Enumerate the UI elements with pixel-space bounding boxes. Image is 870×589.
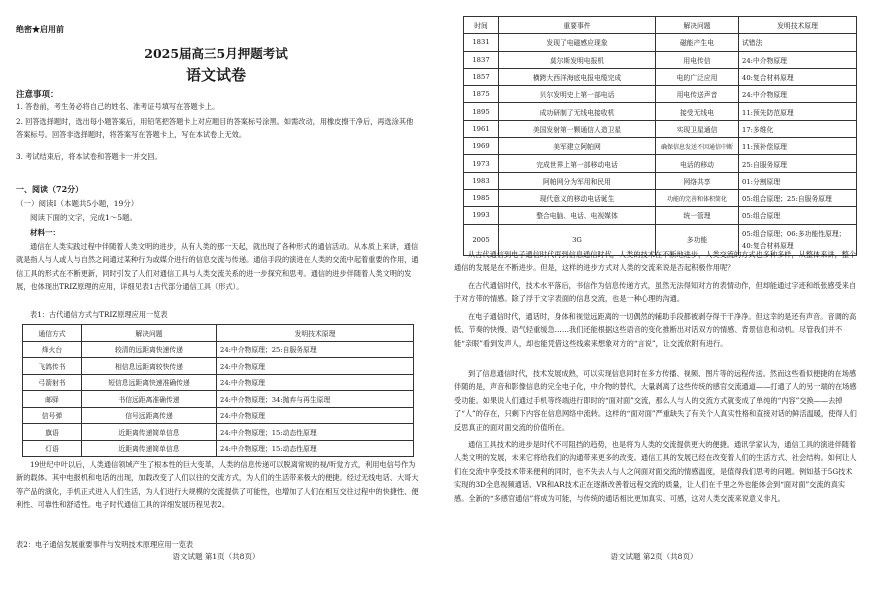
table-row bbox=[464, 207, 857, 224]
header-cell: 发明技术原理 bbox=[217, 325, 414, 342]
exam-title: 2025届高三5月押题考试 bbox=[144, 46, 288, 61]
table-cell: 弓箭射书 bbox=[23, 374, 82, 391]
table-cell: 电话的移动 bbox=[656, 155, 739, 172]
table-cell: 2005 bbox=[464, 224, 499, 255]
table-electronic-communication bbox=[463, 16, 857, 256]
table-cell: 1961 bbox=[464, 120, 499, 137]
table-cell: 24:中介物原理；15:动态性原理 bbox=[217, 424, 414, 441]
paragraph-electronic-era: 在电子通信时代，通话时，身体和视觉远距离的一切偶然的辅助手段都被剥夺得干干净净。但这幸的是还有声音。音调的高低、节奏的快慢、语气轻重缓急……我们还能根据这些语音的变化推断出对话双方的情感、背景信息和动机。尽管我们并不能“亲眼”看到发声人，却也能凭借这些线索来想象对方的“言说”，让交流依附有进行。 bbox=[454, 312, 857, 348]
table-row bbox=[464, 189, 857, 206]
table-cell: 1895 bbox=[464, 103, 499, 120]
table-row bbox=[464, 34, 857, 51]
table-cell: 24:中介物原理 bbox=[217, 358, 414, 375]
secret-label: 绝密★启用前 bbox=[16, 24, 64, 34]
notice-item-3: 3. 考试结束后，将本试卷和答题卡一并交回。 bbox=[16, 152, 162, 161]
table-cell: 24:中介物原理；15:动态性原理 bbox=[217, 440, 414, 457]
table-cell: 磁能产生电 bbox=[656, 34, 739, 51]
table-cell: 多功能 bbox=[656, 224, 739, 255]
page-footer-1: 语文试题 第1页（共8页） bbox=[172, 552, 260, 561]
table-cell: 信号弹 bbox=[23, 407, 82, 424]
table-cell: 25:自服务原理 bbox=[739, 155, 857, 172]
table-cell: 功能的完善和体积简化 bbox=[656, 189, 739, 206]
table-cell: 邮驿 bbox=[23, 391, 82, 408]
table-cell: 旗语 bbox=[23, 424, 82, 441]
table-row bbox=[23, 341, 414, 358]
header-cell: 重要事件 bbox=[499, 17, 656, 34]
table-cell: 11:预先防范原理 bbox=[739, 103, 857, 120]
table-ancient-communication bbox=[22, 324, 414, 457]
table-row bbox=[23, 424, 414, 441]
table-cell: 05:组合原理 bbox=[739, 207, 857, 224]
paragraph-future: 通信工具技术的进步是时代不可阻挡的趋势，也是将为人类的交流提供更大的便捷。通讯学家认为，通信工具的演进伴随着人类文明的发展，未来它将给我们的沟通带来更多的改变。通信工具的发展已经在改变着人们的生活方式、社会结构。如何让人们在交流中享受技术带来便利的同时，也不失去人与人之间面对面交流的情感温度，是值得我们思考的问题。例如基于5G技术实现的3D全息视频通话、VR和AR技术正在逐渐改善着远程交流的质量，让人们在千里之外也能体会到“面对面”交流的真实感。全新的“多感官通信”将成为可能，与传统的通话相比更加真实、可感，这对人类交流来说意义非凡。 bbox=[454, 440, 857, 503]
table-cell: 05:组合原理；25:自服务原理 bbox=[739, 189, 857, 206]
table-cell: 灯语 bbox=[23, 440, 82, 457]
header-cell: 解决问题 bbox=[656, 17, 739, 34]
header-cell: 发明技术原理 bbox=[739, 17, 857, 34]
table-cell: 接受无线电 bbox=[656, 103, 739, 120]
table-cell: 飞鸽传书 bbox=[23, 358, 82, 375]
table-cell: 烽火台 bbox=[23, 341, 82, 358]
instruction: 阅读下面的文字，完成1～5题。 bbox=[30, 213, 138, 222]
table-row bbox=[464, 120, 857, 137]
table-cell: 确保信息发送不因通信中断 bbox=[656, 138, 739, 155]
table-cell: 短信息远距离快速准确传递 bbox=[82, 374, 217, 391]
table-cell: 24:中介物原理；34:抛弃与再生原理 bbox=[217, 391, 414, 408]
table-cell: 24:中介物原理 bbox=[739, 86, 857, 103]
table-cell: 试错法 bbox=[739, 34, 857, 51]
table2-caption: 表2：电子通信发展重要事件与发明技术原理应用一览表 bbox=[16, 540, 194, 549]
table-cell: 1837 bbox=[464, 51, 499, 68]
notice-heading: 注意事项： bbox=[16, 90, 59, 100]
paragraph-ancient-era: 在古代通信时代，技术水平落后，书信作为信息传递方式，虽然无法得知对方的表情动作，但却能通过字迹和纸张感受来自于对方带的情感。除了浮于文字表面的信息交流，也是一种心理的沟通。 bbox=[454, 281, 857, 304]
table-cell: 美军建立阿帕网 bbox=[499, 138, 656, 155]
paragraph-information-era: 到了信息通信时代，技术发展成熟，可以实现信息同时在多方传播、视频、图片等的远程传送。然而这些看似便捷的在场感伴随的是，声音和影像信息的完全电子化，中介物的替代，大量剥离了这些传统的感官交流通道——打通了人的另一端的在场感受功能。如果说人们通过手机等终端进行即时的“面对面”交流，那么人与人的交流方式就变成了单纯的“内容”交换——去掉了“人”的存在，只剩下内容在信息网络中流转。这样的“面对面”严重缺失了有关个人真实性格和直接对话的鲜活温暖，使得人们反思真正的面对面交流的价值所在。 bbox=[454, 369, 857, 432]
table-cell: 整合电脑、电话、电视媒体 bbox=[499, 207, 656, 224]
notice-item-1: 1. 答卷前，考生务必将自己的姓名、准考证号填写在答题卡上。 bbox=[16, 102, 220, 111]
right-page bbox=[438, 0, 870, 589]
part-heading: 一、阅读（72分） bbox=[16, 184, 84, 194]
table-cell: 1969 bbox=[464, 138, 499, 155]
table-cell: 近距离传递简单信息 bbox=[82, 424, 217, 441]
table-cell: 阿帕网分为军用和民用 bbox=[499, 172, 656, 189]
table-cell: 美国发射第一颗通信人造卫星 bbox=[499, 120, 656, 137]
table-cell: 1973 bbox=[464, 155, 499, 172]
table-cell: 电的广泛应用 bbox=[656, 68, 739, 85]
table-cell: 用电传信 bbox=[656, 51, 739, 68]
table-header-row bbox=[23, 325, 414, 342]
table-cell: 1831 bbox=[464, 34, 499, 51]
table-row bbox=[464, 172, 857, 189]
table-cell: 1983 bbox=[464, 172, 499, 189]
table-cell: 统一管理 bbox=[656, 207, 739, 224]
table-row bbox=[23, 440, 414, 457]
table-cell: 1857 bbox=[464, 68, 499, 85]
table-cell: 发现了电磁感应现象 bbox=[499, 34, 656, 51]
subpart-heading: （一）阅读Ⅰ（本题共5小题，19分） bbox=[16, 199, 139, 208]
table-cell: 11:预补偿原理 bbox=[739, 138, 857, 155]
paragraph-electronic-era: 19世纪中叶以后，人类通信领域产生了根本性的巨大变革，人类的信息传递可以脱离常规的视/听觉方式，利用电信号作为新的载体。其中电报机和电话的出现，加载改变了人们以往的交流方式，为人们的生活带来极大的便捷。经过无线电话、大哥大等产品的演化，手机正式进入人们生活，为人们进行大规模的交流提供了可能性，也增加了人们在相互交往过程中的快捷性、便利性、可靠性和舒适性。电子时代通信工具的详细发展历程见表2。 bbox=[16, 460, 419, 510]
table-cell: 24:中介物原理；25:自服务原理 bbox=[217, 341, 414, 358]
table-row bbox=[23, 358, 414, 375]
table-cell: 书信远距离准确传递 bbox=[82, 391, 217, 408]
table-cell: 1993 bbox=[464, 207, 499, 224]
header-cell: 通信方式 bbox=[23, 325, 82, 342]
page-footer-2: 语文试题 第2页（共8页） bbox=[610, 552, 698, 561]
table-cell: 1875 bbox=[464, 86, 499, 103]
table-cell: 24:中介物原理 bbox=[217, 374, 414, 391]
table-header-row bbox=[464, 17, 857, 34]
table-cell: 17:多维化 bbox=[739, 120, 857, 137]
table-cell: 完成世界上第一部移动电话 bbox=[499, 155, 656, 172]
table-row bbox=[464, 68, 857, 85]
table-cell: 24:中介物原理 bbox=[739, 51, 857, 68]
table-row bbox=[464, 155, 857, 172]
table-row bbox=[464, 103, 857, 120]
table-cell: 相信息远距离较快传递 bbox=[82, 358, 217, 375]
table-cell: 近距离传递简单信息 bbox=[82, 440, 217, 457]
table-cell: 莫尔斯发明电报机 bbox=[499, 51, 656, 68]
table-cell: 1985 bbox=[464, 189, 499, 206]
paragraph-overview: 从古代通信到电子通信时代再到信息通信时代，人类的技术在不断地进步，人类交流的方式也多种多样，从整体来讲，整个通信的发展是在不断进步。但是，这样的进步方式对人类的交流来说是否起积极作用呢？ bbox=[454, 250, 857, 273]
table-row bbox=[23, 374, 414, 391]
table-cell: 01:分割原理 bbox=[739, 172, 857, 189]
material-label: 材料一： bbox=[30, 228, 60, 237]
table-cell: 用电传送声音 bbox=[656, 86, 739, 103]
table1-caption: 表1：古代通信方式与TRIZ原理应用一览表 bbox=[30, 310, 168, 319]
table-cell: 3G bbox=[499, 224, 656, 255]
table-cell: 信号远距离传递 bbox=[82, 407, 217, 424]
header-cell: 解决问题 bbox=[82, 325, 217, 342]
table-cell: 24:中介物原理 bbox=[217, 407, 414, 424]
table-row bbox=[464, 51, 857, 68]
table-row bbox=[464, 138, 857, 155]
table-cell: 40:复合材料原理 bbox=[739, 68, 857, 85]
table-cell: 05:组合原理；06:多功能性原理；40:复合材料原理 bbox=[739, 224, 857, 255]
table-cell: 网络共享 bbox=[656, 172, 739, 189]
paragraph-intro: 通信在人类实践过程中伴随着人类文明的进步，从有人类的那一天起，就出现了各种形式的通信活动。从本质上来讲，通信就是指人与人或人与自然之间通过某种行为或媒介进行的信息交流与传递。通信手段的演进在人类的交流中起着重要的作用，通信工具的形式在不断更新，同时引发了人们对通信工具与人类交流关系的进一步探究和思考。通信的进步伴随着人类文明的发展，也体现出TRIZ原理的应用，详细见表1古代部分通信工具（形式）。 bbox=[16, 242, 419, 292]
table-cell: 成功研制了无线电接收机 bbox=[499, 103, 656, 120]
table-cell: 较清的远距离快速传递 bbox=[82, 341, 217, 358]
table-row bbox=[23, 407, 414, 424]
table-cell: 贝尔发明史上第一部电话 bbox=[499, 86, 656, 103]
left-page bbox=[0, 0, 432, 589]
notice-item-2: 2. 回答选择题时，选出每小题答案后，用铅笔把答题卡上对应题目的答案标号涂黑。如需改动，用橡皮擦干净后，再选涂其他答案标号。回答非选择题时，将答案写在答题卡上，写在本试卷上无效。 bbox=[16, 117, 414, 140]
header-cell: 时间 bbox=[464, 17, 499, 34]
paper-title: 语文试卷 bbox=[185, 66, 246, 84]
table-cell: 横跨大西洋海底电报电缆完成 bbox=[499, 68, 656, 85]
table-row bbox=[464, 86, 857, 103]
table-cell: 现代意义的移动电话诞生 bbox=[499, 189, 656, 206]
table-cell: 实现卫星通信 bbox=[656, 120, 739, 137]
table-row bbox=[23, 391, 414, 408]
